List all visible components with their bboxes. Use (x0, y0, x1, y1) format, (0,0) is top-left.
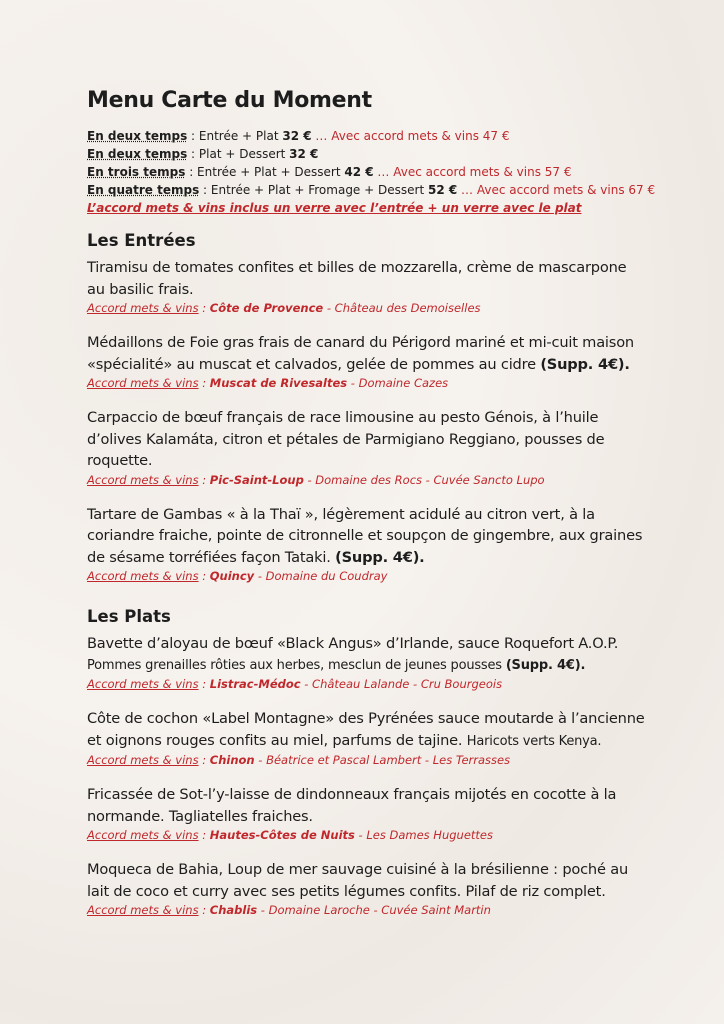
separator: : (198, 903, 210, 917)
dish-description (87, 504, 647, 569)
supplement: (Supp. 4€). (335, 548, 425, 566)
separator: : (198, 472, 210, 487)
wine-pairing-label: Accord mets & vins (87, 569, 199, 583)
formula-line (87, 145, 647, 163)
wine-producer: - Château Lalande - Cru Bourgeois (300, 677, 503, 691)
formula-courses: : Entrée + Plat + Fromage + Dessert (199, 183, 428, 197)
menu-item (87, 332, 647, 392)
formula-line (87, 181, 656, 199)
page-title: Menu Carte du Moment (87, 88, 372, 113)
dish-text: Médaillons de Foie gras frais de canard du Périgord mariné et mi-cuit maison «spécialité» au muscat et calvados, gelée de pommes au cidre (87, 334, 634, 373)
dish-side: Pommes grenailles rôties aux herbes, mesclun de jeunes pousses (Supp. 4€). (87, 657, 586, 673)
dish-description (87, 633, 647, 676)
wine-name: Quincy (209, 569, 255, 583)
wine-pairing-label: Accord mets & vins (87, 376, 199, 390)
separator: : (198, 376, 210, 390)
separator: : (198, 753, 210, 767)
wine-pairing (87, 676, 647, 693)
wine-name: Pic-Saint-Loup (209, 472, 304, 487)
dish-text: Carpaccio de bœuf français de race limousine au pesto Génois, à l’huile d’olives Kalamáta, citron et pétales de Parmigiano Reggiano, pousses de roquette. (87, 409, 605, 469)
menu-item (87, 257, 647, 317)
dish-text: Côte de cochon «Label Montagne» des Pyrénées sauce moutarde à l’ancienne et oignons rouges confits au miel, parfums de tajine. (87, 710, 645, 749)
wine-name: Hautes-Côtes de Nuits (209, 828, 355, 842)
wine-pairing (87, 752, 647, 769)
formula-name: En deux temps (87, 129, 188, 143)
formula-list (87, 127, 656, 199)
wine-pairing-label: Accord mets & vins (87, 753, 199, 767)
wine-name: Côte de Provence (209, 301, 324, 315)
supplement: (Supp. 4€). (505, 657, 586, 673)
separator: : (198, 828, 210, 842)
formula-name: En trois temps (87, 165, 186, 179)
wine-producer: - Les Dames Huguettes (354, 828, 493, 842)
dish-text: Fricassée de Sot-l’y-laisse de dindonneaux français mijotés en cocotte à la normande. Tagliatelles fraiches. (87, 786, 617, 825)
formula-price: 32 € (282, 129, 312, 143)
menu-item (87, 633, 647, 693)
wine-pairing (87, 902, 647, 919)
wine-pairing (87, 568, 647, 585)
separator: : (198, 301, 210, 315)
dish-side: Haricots verts Kenya. (466, 733, 602, 749)
wine-producer: - Domaine Laroche - Cuvée Saint Martin (257, 903, 491, 917)
wine-producer: - Domaine des Rocs - Cuvée Sancto Lupo (303, 472, 545, 487)
formula-courses: : Plat + Dessert (187, 147, 290, 161)
menu-item (87, 859, 647, 919)
wine-pairing-label: Accord mets & vins (87, 301, 199, 315)
dish-description (87, 407, 647, 472)
menu-item (87, 784, 647, 844)
formula-price: 52 € (427, 183, 458, 197)
formula-line (87, 163, 647, 181)
dish-text: Bavette d’aloyau de bœuf «Black Angus» d’Irlande, sauce Roquefort A.O.P. (87, 635, 619, 652)
formula-name: En deux temps (87, 147, 188, 161)
wine-pairing (87, 375, 647, 392)
dish-description (87, 859, 647, 902)
formula-wine-price: … Avec accord mets & vins 47 € (311, 129, 510, 143)
wine-name: Chablis (209, 903, 258, 917)
formula-wine-price: … Avec accord mets & vins 67 € (457, 183, 656, 197)
dish-description (87, 784, 647, 827)
wine-pairing (87, 827, 647, 844)
formula-courses: : Entrée + Plat + Dessert (185, 165, 345, 179)
section-title: Les Plats (87, 607, 171, 626)
separator: : (198, 569, 210, 583)
wine-pairing-label: Accord mets & vins (87, 472, 199, 487)
separator: : (198, 677, 210, 691)
formula-name: En quatre temps (87, 183, 200, 197)
dish-text: Tiramisu de tomates confites et billes de mozzarella, crème de mascarpone au basilic frais. (87, 259, 627, 298)
wine-producer: - Domaine Cazes (347, 376, 449, 390)
formula-line (87, 127, 647, 145)
formula-price: 42 € (344, 165, 374, 179)
wine-pairing-label: Accord mets & vins (87, 903, 199, 917)
dish-text: Moqueca de Bahia, Loup de mer sauvage cuisiné à la brésilienne : poché au lait de coco et curry avec ses petits légumes confits. Pilaf de riz complet. (87, 861, 628, 900)
dish-description (87, 708, 647, 752)
wine-pairing-note: L’accord mets & vins inclus un verre avec l’entrée + un verre avec le plat (87, 201, 582, 215)
wine-pairing (87, 472, 647, 489)
formula-wine-price: … Avec accord mets & vins 57 € (373, 165, 572, 179)
wine-name: Listrac-Médoc (209, 677, 301, 691)
wine-name: Chinon (209, 753, 255, 767)
dish-description (87, 332, 647, 375)
menu-item (87, 504, 647, 586)
wine-producer: - Domaine du Coudray (254, 569, 388, 583)
menu-sections (87, 231, 647, 919)
menu-item (87, 407, 647, 489)
wine-pairing (87, 300, 647, 317)
wine-producer: - Château des Demoiselles (323, 301, 481, 315)
menu-page (87, 88, 656, 934)
wine-producer: - Béatrice et Pascal Lambert - Les Terrasses (254, 753, 511, 767)
dish-text: Tartare de Gambas « à la Thaï », légèrement acidulé au citron vert, à la coriandre fraiche, pointe de citronnelle et soupçon de gingembre, aux graines de sésame torréfiées façon Tataki. (87, 505, 643, 566)
supplement: (Supp. 4€). (540, 355, 630, 373)
dish-description (87, 257, 647, 300)
menu-item (87, 708, 647, 769)
wine-pairing-label: Accord mets & vins (87, 677, 199, 691)
formula-price: 32 € (289, 147, 319, 161)
section-title: Les Entrées (87, 231, 196, 250)
wine-name: Muscat de Rivesaltes (209, 376, 348, 390)
formula-courses: : Entrée + Plat (187, 129, 283, 143)
wine-pairing-label: Accord mets & vins (87, 828, 199, 842)
